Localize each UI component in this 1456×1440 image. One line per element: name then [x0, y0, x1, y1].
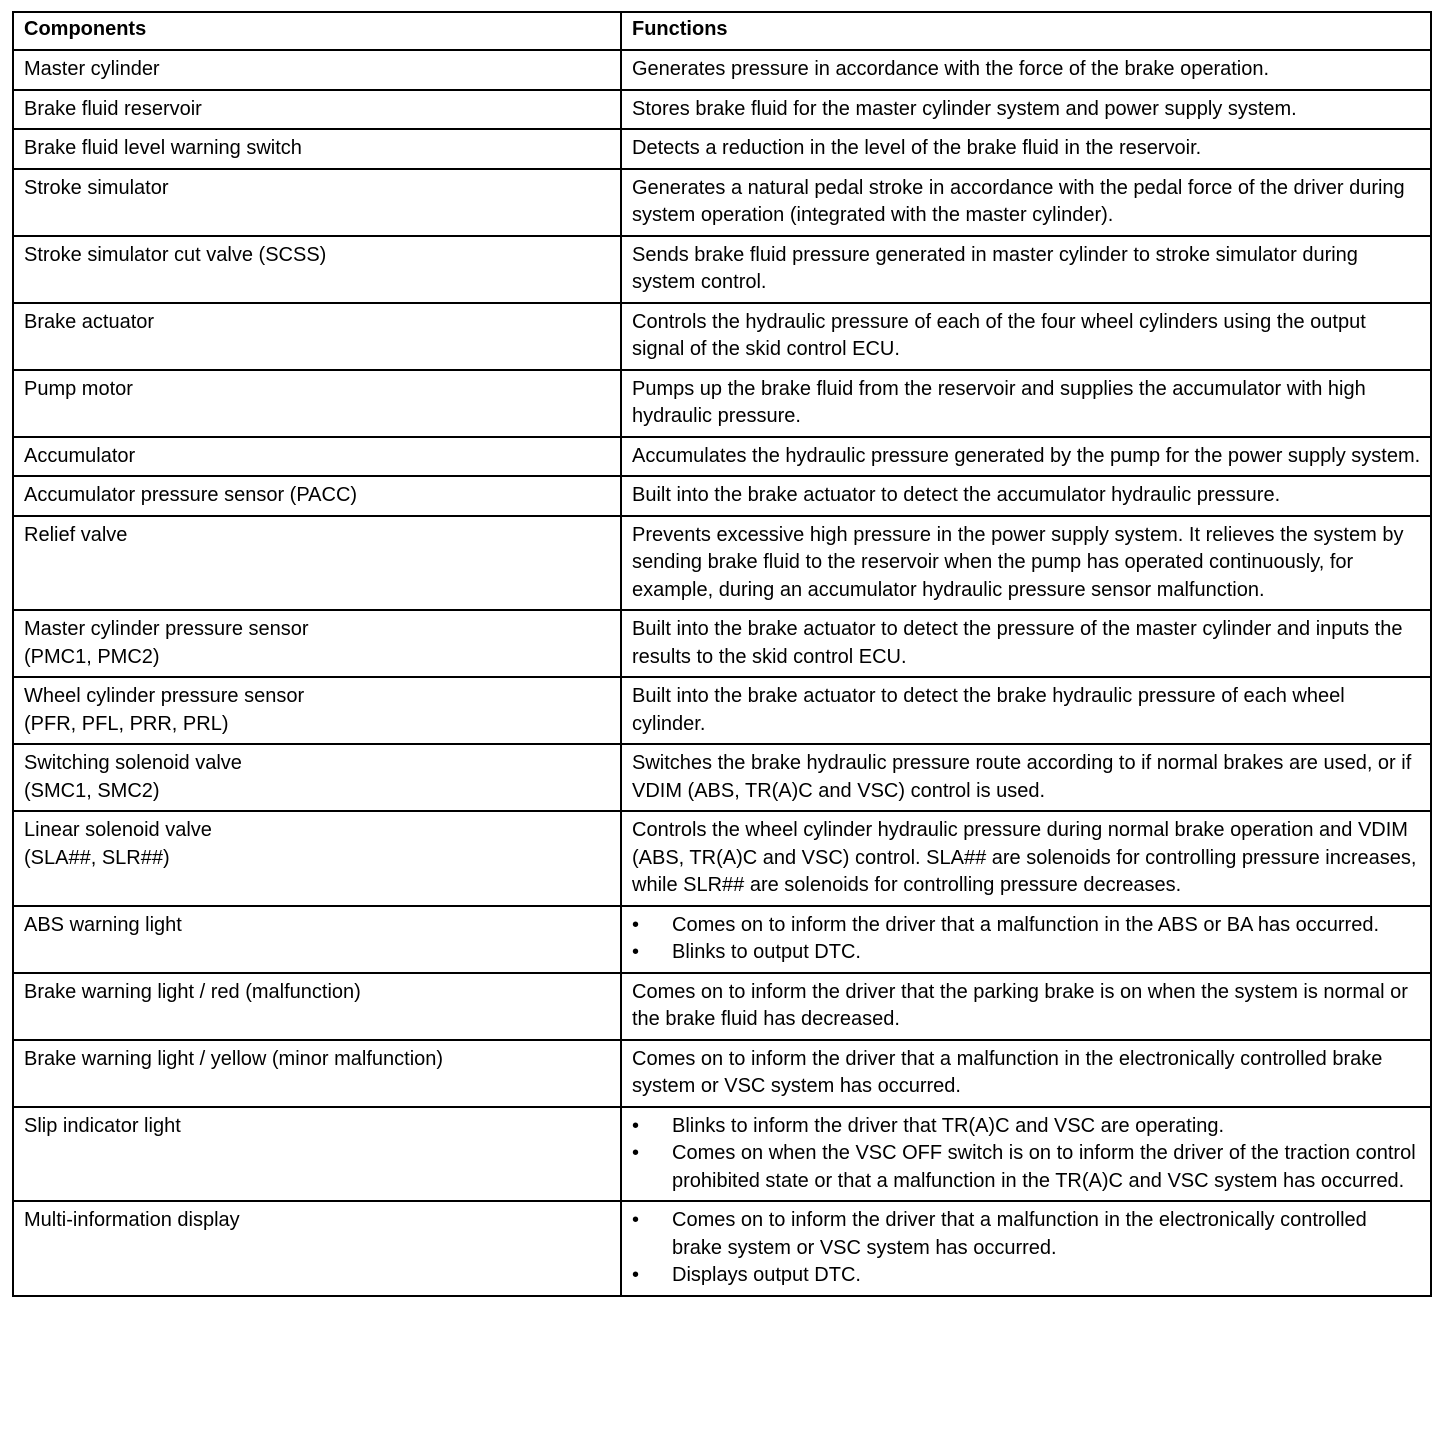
table-row: [13, 236, 1431, 303]
function-bullet-text: Blinks to inform the driver that TR(A)C and VSC are operating.: [672, 1114, 1225, 1137]
function-cell: [621, 303, 1431, 370]
component-name: (SLA##, SLR##): [24, 846, 170, 869]
component-cell: [13, 677, 621, 744]
function-text: Pumps up the brake fluid from the reservoir and supplies the accumulator with high hydraulic pressure.: [632, 377, 1366, 427]
function-bullet-text: Comes on to inform the driver that a malfunction in the ABS or BA has occurred.: [672, 913, 1380, 936]
table-row: [13, 610, 1431, 677]
table-body: [13, 50, 1431, 1296]
function-cell: [621, 90, 1431, 130]
function-cell: [621, 169, 1431, 236]
component-name: Slip indicator light: [24, 1114, 181, 1137]
table-row: [13, 370, 1431, 437]
function-text: Switches the brake hydraulic pressure route according to if normal brakes are used, or if VDIM (ABS, TR(A)C and VSC) control is used.: [632, 752, 1412, 802]
component-cell: [13, 370, 621, 437]
component-name: Brake warning light / yellow (minor malfunction): [24, 1047, 444, 1070]
component-name: Switching solenoid valve: [24, 752, 242, 774]
component-cell: [13, 50, 621, 90]
component-cell: [13, 906, 621, 973]
component-cell: [13, 476, 621, 516]
table-row: [13, 476, 1431, 516]
component-name: ABS warning light: [24, 913, 182, 936]
component-name: Brake actuator: [24, 310, 155, 333]
function-cell: [621, 744, 1431, 811]
component-name: Accumulator pressure sensor (PACC): [24, 484, 358, 506]
function-cell: [621, 811, 1431, 906]
components-header: Components: [13, 12, 621, 50]
functions-header: Functions: [621, 12, 1431, 50]
table-row: [13, 677, 1431, 744]
function-cell: [621, 973, 1431, 1040]
bullet-icon: •: [632, 1209, 640, 1231]
component-cell: [13, 973, 621, 1040]
function-text: Stores brake fluid for the master cylinder system and power supply system.: [632, 97, 1297, 120]
function-bullet-item: [632, 1262, 1422, 1290]
component-cell: [13, 516, 621, 611]
function-text: Detects a reduction in the level of the brake fluid in the reservoir.: [632, 137, 1202, 159]
table-row: [13, 129, 1431, 169]
function-text: Built into the brake actuator to detect the pressure of the master cylinder and inputs the results to the skid control ECU.: [632, 618, 1403, 668]
function-text: Comes on to inform the driver that the parking brake is on when the system is normal or the brake fluid has decreased.: [632, 980, 1408, 1030]
component-cell: [13, 1107, 621, 1202]
component-name: Accumulator: [24, 444, 136, 467]
function-cell: [621, 516, 1431, 611]
function-bullet-item: [632, 939, 1422, 967]
components-functions-table: [12, 11, 1432, 1297]
function-bullet-item: [632, 1207, 1422, 1262]
component-name: (SMC1, SMC2): [24, 779, 160, 802]
table-row: [13, 90, 1431, 130]
table-row: [13, 811, 1431, 906]
table-row: [13, 973, 1431, 1040]
component-cell: [13, 90, 621, 130]
bullet-icon: •: [632, 941, 640, 963]
function-text: Built into the brake actuator to detect the accumulator hydraulic pressure.: [632, 484, 1281, 506]
function-cell: [621, 1201, 1431, 1296]
component-name: Relief valve: [24, 523, 128, 546]
header-row: [13, 12, 1431, 50]
function-text: Accumulates the hydraulic pressure generated by the pump for the power supply system.: [632, 444, 1421, 467]
component-name: (PFR, PFL, PRR, PRL): [24, 712, 229, 735]
function-text: Controls the hydraulic pressure of each of the four wheel cylinders using the output signal of the skid control ECU.: [632, 310, 1366, 360]
component-cell: [13, 303, 621, 370]
function-bullet-item: [632, 1113, 1422, 1141]
function-cell: [621, 129, 1431, 169]
component-cell: [13, 1040, 621, 1107]
table-row: [13, 516, 1431, 611]
function-cell: [621, 437, 1431, 477]
function-cell: [621, 476, 1431, 516]
function-bullet-text: Comes on to inform the driver that a malfunction in the electronically controlled brake system or VSC system has occurred.: [672, 1209, 1367, 1259]
component-cell: [13, 744, 621, 811]
function-cell: [621, 677, 1431, 744]
component-name: Linear solenoid valve: [24, 819, 212, 841]
function-text: Comes on to inform the driver that a malfunction in the electronically controlled brake system or VSC system has occurred.: [632, 1047, 1383, 1097]
component-name: Stroke simulator: [24, 176, 169, 199]
table-row: [13, 1040, 1431, 1107]
function-cell: [621, 50, 1431, 90]
function-cell: [621, 906, 1431, 973]
function-cell: [621, 370, 1431, 437]
table-row: [13, 303, 1431, 370]
function-bullet-text: Comes on when the VSC OFF switch is on to inform the driver of the traction control prohibited state or that a malfunction in the TR(A)C and VSC system has occurred.: [672, 1142, 1416, 1192]
component-name: Pump motor: [24, 377, 133, 400]
component-cell: [13, 610, 621, 677]
bullet-icon: •: [632, 1114, 640, 1137]
table-row: [13, 169, 1431, 236]
function-bullet-list: [632, 1207, 1422, 1290]
bullet-icon: •: [632, 1142, 640, 1164]
function-cell: [621, 236, 1431, 303]
function-text: Generates a natural pedal stroke in accordance with the pedal force of the driver during system operation (integrated with the master cylinder).: [632, 176, 1405, 226]
table-row: [13, 1107, 1431, 1202]
component-name: Master cylinder: [24, 58, 160, 80]
function-text: Sends brake fluid pressure generated in master cylinder to stroke simulator during system control.: [632, 243, 1358, 293]
function-bullet-list: [632, 912, 1422, 967]
component-cell: [13, 437, 621, 477]
component-name: Stroke simulator cut valve (SCSS): [24, 243, 327, 266]
component-cell: [13, 236, 621, 303]
function-text: Built into the brake actuator to detect the brake hydraulic pressure of each wheel cylinder.: [632, 685, 1345, 735]
function-bullet-text: Displays output DTC.: [672, 1264, 861, 1286]
component-name: (PMC1, PMC2): [24, 645, 160, 668]
table-row: [13, 50, 1431, 90]
component-cell: [13, 1201, 621, 1296]
component-name: Multi-information display: [24, 1209, 240, 1231]
function-cell: [621, 1040, 1431, 1107]
bullet-icon: •: [632, 1264, 640, 1286]
table-row: [13, 744, 1431, 811]
bullet-icon: •: [632, 913, 640, 936]
table-row: [13, 437, 1431, 477]
function-bullet-item: [632, 912, 1422, 940]
component-name: Brake fluid reservoir: [24, 97, 202, 120]
function-bullet-text: Blinks to output DTC.: [672, 941, 861, 963]
component-name: Master cylinder pressure sensor: [24, 618, 309, 640]
function-bullet-list: [632, 1113, 1422, 1196]
table-row: [13, 1201, 1431, 1296]
component-name: Brake fluid level warning switch: [24, 137, 302, 159]
component-name: Wheel cylinder pressure sensor: [24, 685, 305, 707]
function-bullet-item: [632, 1140, 1422, 1195]
function-text: Prevents excessive high pressure in the power supply system. It relieves the system by sending brake fluid to the reservoir when the pump has operated continuously, for example, during an accumulator hydraulic pressure sensor malfunction.: [632, 523, 1404, 601]
component-name: Brake warning light / red (malfunction): [24, 980, 361, 1003]
function-cell: [621, 610, 1431, 677]
function-text: Generates pressure in accordance with the force of the brake operation.: [632, 58, 1270, 80]
function-cell: [621, 1107, 1431, 1202]
function-text: Controls the wheel cylinder hydraulic pressure during normal brake operation and VDIM (ABS, TR(A)C and VSC) control. SLA## are solenoids for controlling pressure increases, while SLR## are solenoids for controlling pressure decreases.: [632, 819, 1417, 896]
table-row: [13, 906, 1431, 973]
component-cell: [13, 129, 621, 169]
component-cell: [13, 169, 621, 236]
component-cell: [13, 811, 621, 906]
